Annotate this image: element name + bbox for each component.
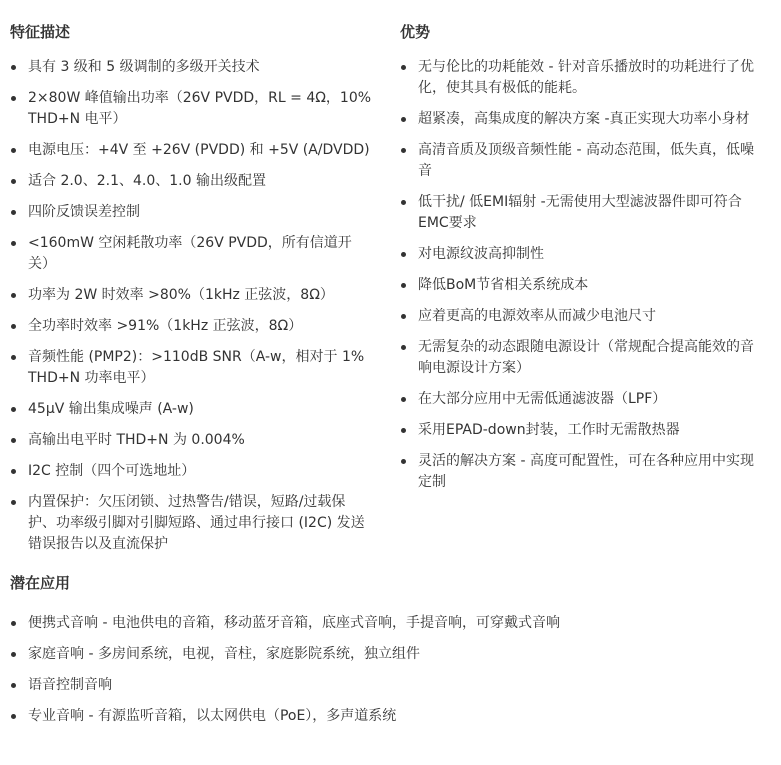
list-item: 家庭音响 - 多房间系统，电视，音柱，家庭影院系统，独立组件 xyxy=(10,644,770,665)
list-item: 灵活的解决方案 - 高度可配置性，可在各种应用中实现定制 xyxy=(400,451,762,493)
list-item: 专业音响 - 有源监听音箱，以太网供电（PoE），多声道系统 xyxy=(10,706,770,727)
advantages-heading: 优势 xyxy=(400,23,431,41)
list-item: 便携式音响 - 电池供电的音箱，移动蓝牙音箱，底座式音响，手提音响，可穿戴式音响 xyxy=(10,613,770,634)
applications-list xyxy=(10,613,770,727)
list-item: 无需复杂的动态跟随电源设计（常规配合提高能效的音响电源设计方案） xyxy=(400,337,762,379)
list-item: 电源电压：+4V 至 +26V (PVDD) 和 +5V (A/DVDD) xyxy=(10,140,372,161)
list-item: 降低BoM节省相关系统成本 xyxy=(400,275,762,296)
list-item: 在大部分应用中无需低通滤波器（LPF） xyxy=(400,389,762,410)
list-item: 高输出电平时 THD+N 为 0.004% xyxy=(10,430,372,451)
advantages-section xyxy=(400,0,762,503)
list-item: 功率为 2W 时效率 >80%（1kHz 正弦波，8Ω） xyxy=(10,285,372,306)
list-item: 对电源纹波高抑制性 xyxy=(400,244,762,265)
list-item: 2×80W 峰值输出功率（26V PVDD，RL = 4Ω，10% THD+N 电平） xyxy=(10,88,372,130)
list-item: 内置保护：欠压闭锁、过热警告/错误，短路/过载保护、功率级引脚对引脚短路、通过串行接口 (I2C) 发送错误报告以及直流保护 xyxy=(10,492,372,555)
list-item: 45µV 输出集成噪声 (A-w) xyxy=(10,399,372,420)
features-list xyxy=(10,57,372,555)
list-item: 高清音质及顶级音频性能 - 高动态范围，低失真，低噪音 xyxy=(400,140,762,182)
list-item: I2C 控制（四个可选地址） xyxy=(10,461,372,482)
list-item: 无与伦比的功耗能效 - 针对音乐播放时的功耗进行了优化，使其具有极低的能耗。 xyxy=(400,57,762,99)
applications-section xyxy=(10,572,770,737)
list-item: 音频性能 (PMP2)：>110dB SNR（A-w，相对于 1% THD+N 功率电平） xyxy=(10,347,372,389)
list-item: 低干扰/ 低EMI辐射 -无需使用大型滤波器件即可符合EMC要求 xyxy=(400,192,762,234)
list-item: 语音控制音响 xyxy=(10,675,770,696)
list-item: 采用EPAD-down封装，工作时无需散热器 xyxy=(400,420,762,441)
advantages-list xyxy=(400,57,762,493)
list-item: 超紧凑，高集成度的解决方案 -真正实现大功率小身材 xyxy=(400,109,762,130)
applications-heading: 潜在应用 xyxy=(10,574,71,592)
list-item: 具有 3 级和 5 级调制的多级开关技术 xyxy=(10,57,372,78)
list-item: 四阶反馈误差控制 xyxy=(10,202,372,223)
features-heading: 特征描述 xyxy=(10,23,71,41)
list-item: <160mW 空闲耗散功率（26V PVDD，所有信道开关） xyxy=(10,233,372,275)
list-item: 应着更高的电源效率从而减少电池尺寸 xyxy=(400,306,762,327)
list-item: 适合 2.0、2.1、4.0、1.0 输出级配置 xyxy=(10,171,372,192)
features-section xyxy=(10,0,372,565)
list-item: 全功率时效率 >91%（1kHz 正弦波，8Ω） xyxy=(10,316,372,337)
